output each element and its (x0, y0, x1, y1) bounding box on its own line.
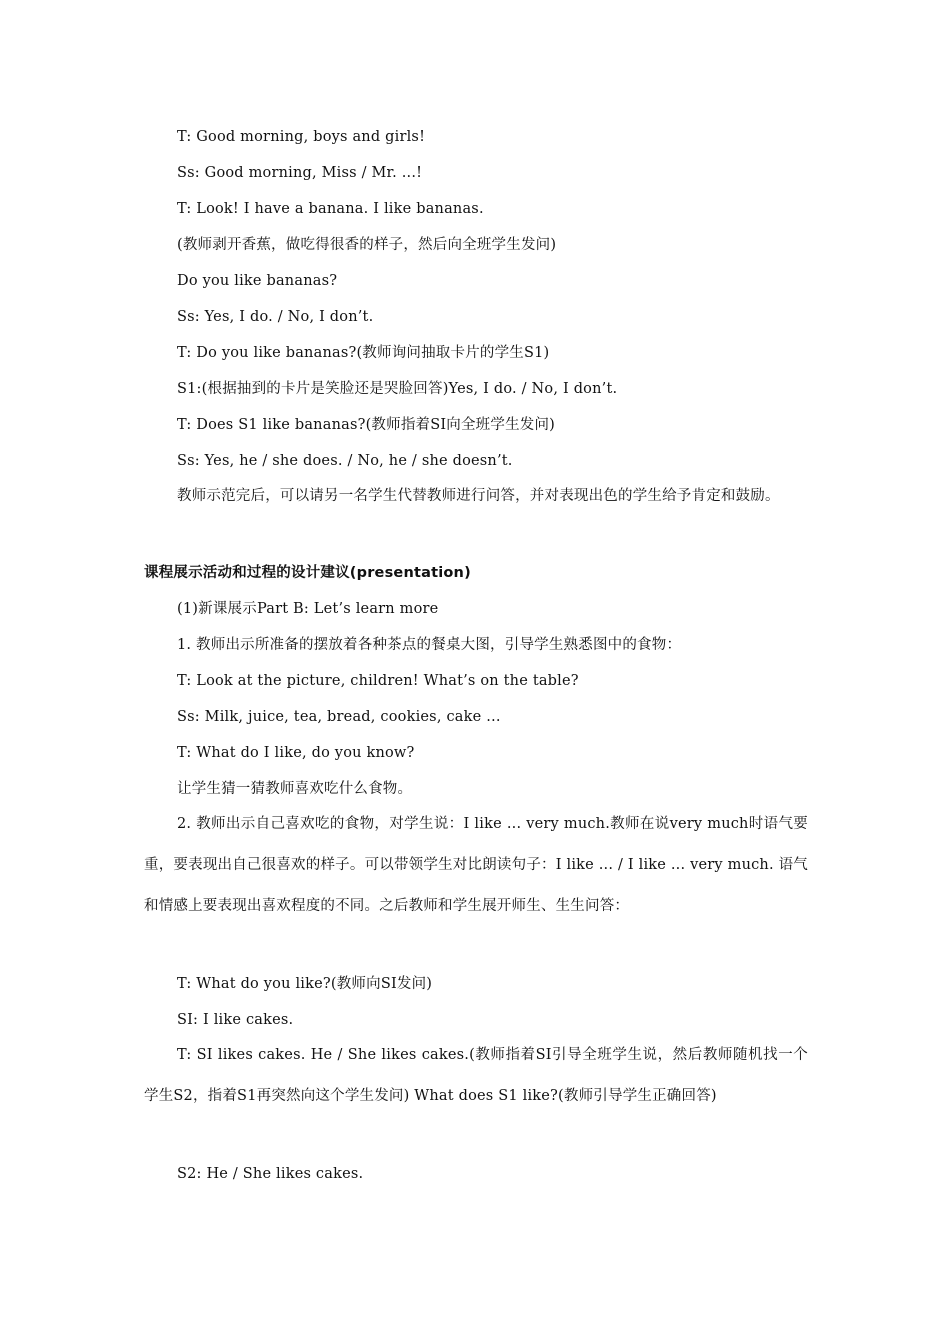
dialogue-line: T: Look! I have a banana. I like bananas. (177, 201, 484, 217)
dialogue-line: S1:(根据抽到的卡片是笑脸还是哭脸回答)Yes, I do. / No, I don’t. (177, 381, 618, 397)
dialogue-line: SI: I like cakes. (177, 1012, 294, 1028)
dialogue-line: T: Does S1 like bananas?(教师指着SI向全班学生发问) (177, 417, 556, 433)
instruction-line: 让学生猜一猜教师喜欢吃什么食物。 (177, 781, 413, 797)
paragraph-step-2: 2. 教师出示自己喜欢吃的食物，对学生说：I like ... very much.教师在说very much时语气要重，要表现出自己很喜欢的样子。可以带领学生对比朗读句子：I like ... / I like ... very much. 语气和情感上要表现出喜欢程度的不同。之后教师和学生展开师生、生生问答： (144, 816, 808, 914)
dialogue-line: T: What do I like, do you know? (177, 745, 415, 761)
dialogue-line: Ss: Good morning, Miss / Mr. ...! (177, 165, 423, 181)
paragraph-dialogue: T: SI likes cakes. He / She likes cakes.(教师指着SI引导全班学生说，然后教师随机找一个学生S2，指着S1再突然向这个学生发问) What does S1 like?(教师引导学生正确回答) (144, 1047, 808, 1104)
dialogue-line: Do you like bananas? (177, 273, 338, 289)
dialogue-line: T: Look at the picture, children! What’s on the table? (177, 673, 579, 689)
subsection-title: (1)新课展示Part B: Let’s learn more (177, 601, 439, 617)
dialogue-line: Ss: Yes, he / she does. / No, he / she doesn’t. (177, 453, 513, 469)
dialogue-line: T: Do you like bananas?(教师询问抽取卡片的学生S1) (177, 345, 550, 361)
dialogue-line: Ss: Milk, juice, tea, bread, cookies, cake … (177, 709, 501, 725)
step-line: 1. 教师出示所准备的摆放着各种茶点的餐桌大图，引导学生熟悉图中的食物： (177, 637, 682, 653)
dialogue-line: T: Good morning, boys and girls! (177, 129, 426, 145)
paragraph-teacher-demo: 教师示范完后，可以请另一名学生代替教师进行问答，并对表现出色的学生给予肯定和鼓励。 (177, 488, 780, 504)
dialogue-line: Ss: Yes, I do. / No, I don’t. (177, 309, 374, 325)
dialogue-line: T: What do you like?(教师向SI发问) (177, 976, 433, 992)
instruction-line: (教师剥开香蕉，做吃得很香的样子，然后向全班学生发问) (177, 237, 557, 253)
section-heading: 课程展示活动和过程的设计建议(presentation) (144, 565, 471, 581)
dialogue-line: S2: He / She likes cakes. (177, 1166, 364, 1182)
